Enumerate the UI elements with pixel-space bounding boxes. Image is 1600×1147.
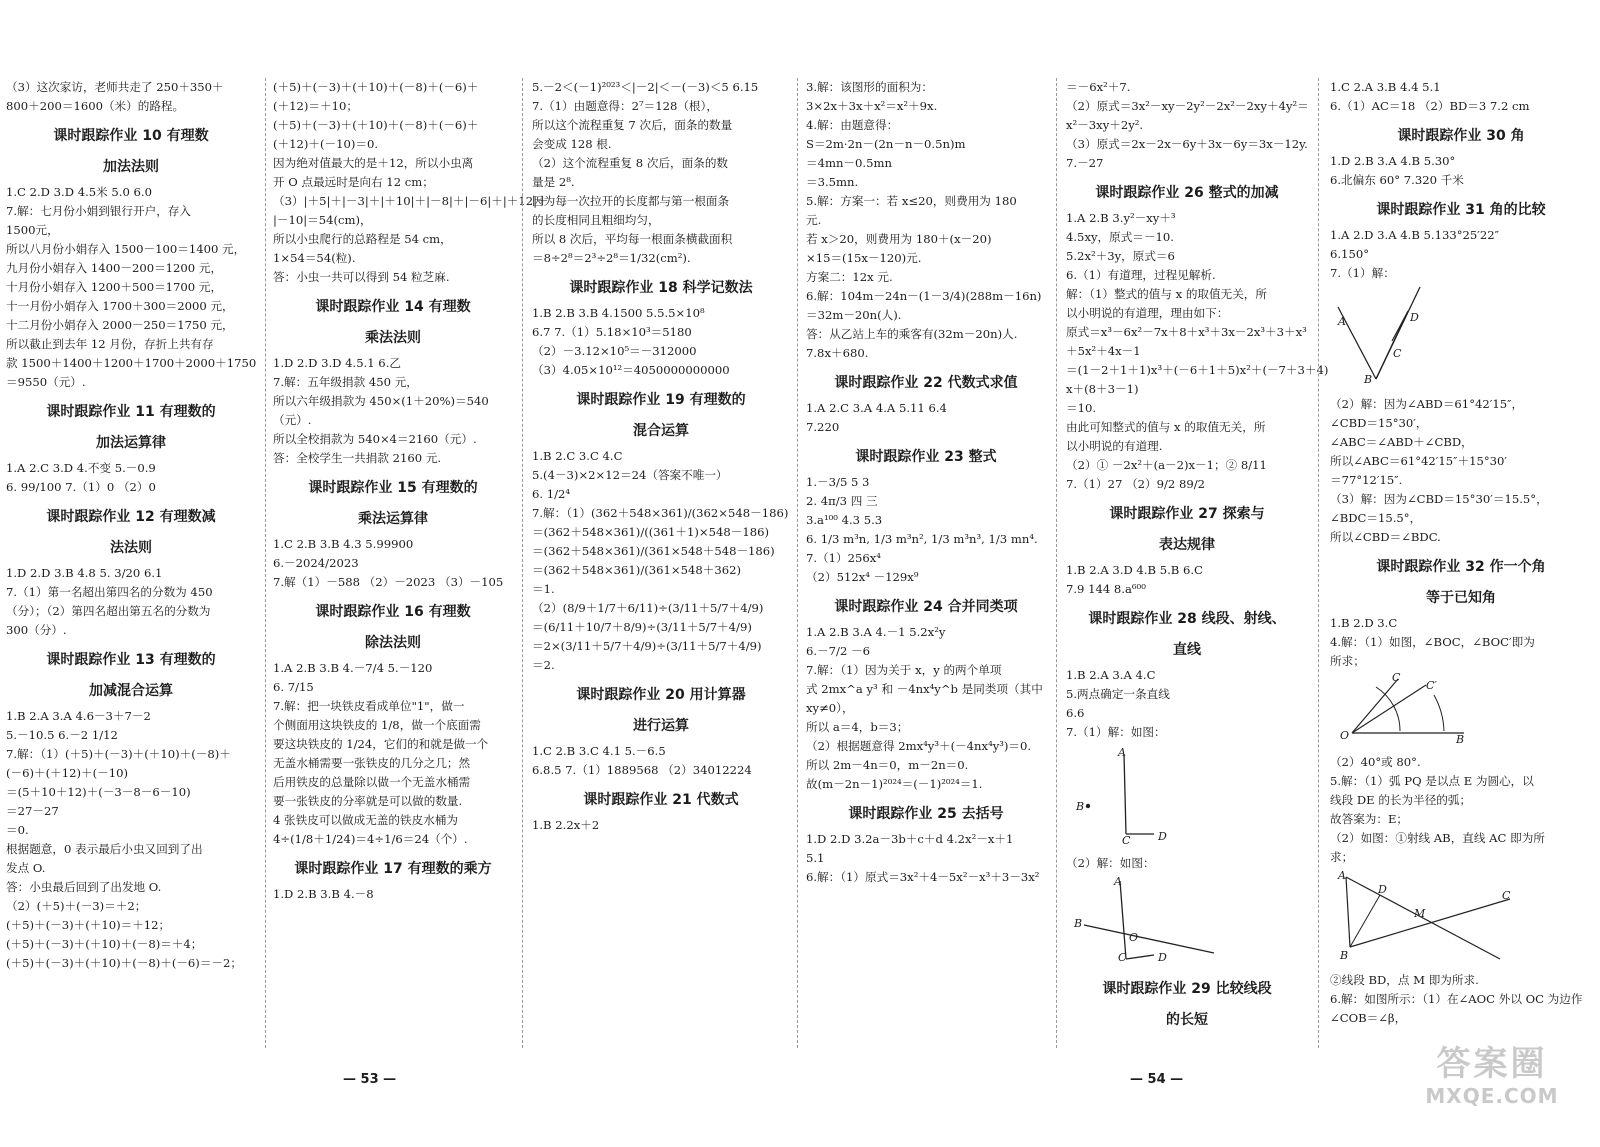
column-1 — [6, 78, 256, 1058]
answer-line: 6.7 7.（1）5.18×10³＝5180 — [532, 325, 692, 339]
answer-line: 6.解：104m－24n－(1－3/4)(288m－16n) — [806, 289, 1042, 303]
section-heading: 乘法运算律 — [358, 511, 428, 527]
answer-line: |－10|＝54(cm)， — [273, 213, 372, 227]
section-heading: 课时跟踪作业 10 有理数 — [53, 128, 209, 144]
answer-line: ＝3.5mn. — [806, 175, 859, 189]
answer-line: 1.A 2.B 3.B 4.－7/4 5.－120 — [273, 661, 433, 675]
answer-line: （2）① －2x²＋(a－2)x－1；② 8/11 — [1066, 458, 1267, 472]
section-heading: 等于已知角 — [1426, 590, 1496, 606]
answer-line: 7.解：七月份小娟到银行开户，存入 — [6, 204, 191, 218]
answer-line: （2）这个流程重复 8 次后，面条的数 — [532, 156, 729, 170]
answer-line: ＝－6x²＋7. — [1066, 80, 1131, 94]
answer-line: （2）根据题意得 2mx⁴y³＋(－4nx⁴y³)＝0. — [806, 739, 1032, 753]
answer-line: 6. 7/15 — [273, 680, 314, 694]
section-heading: 课时跟踪作业 29 比较线段 — [1102, 981, 1272, 997]
answer-line: 开 O 点最远时是向右 12 cm； — [273, 175, 434, 189]
answer-line: 7.（1）解： — [1330, 266, 1395, 280]
figure-label: A — [1118, 746, 1126, 759]
answer-line: 7.解：（1）因为关于 x，y 的两个单项 — [806, 663, 1002, 677]
answer-line: 6. 1/2⁴ — [532, 487, 571, 501]
answer-line: 4.解：（1）如图，∠BOC，∠BOC′即为 — [1330, 635, 1535, 649]
column-divider — [1056, 78, 1057, 1048]
figure-label: O — [1129, 931, 1139, 944]
answer-line: (＋12)＋(－10)＝0. — [273, 137, 379, 151]
answer-line: 7.9 144 8.a⁶⁰⁰ — [1066, 582, 1146, 596]
answer-line: （2）(＋5)＋(－3)＝＋2； — [6, 899, 147, 913]
section-heading: 课时跟踪作业 26 整式的加减 — [1095, 185, 1279, 201]
answer-line: 1.B 2.A 3.D 4.B 5.B 6.C — [1066, 563, 1203, 577]
section-heading: 直线 — [1173, 642, 1201, 658]
answer-line: 故答案为：E； — [1330, 812, 1409, 826]
answer-line: （2）40°或 80°. — [1330, 755, 1421, 769]
section-heading: 的长短 — [1166, 1012, 1208, 1028]
answer-line: 3.a¹⁰⁰ 4.3 5.3 — [806, 513, 883, 527]
answer-line: 1.A 2.C 3.D 4.不变 5.－0.9 — [6, 461, 156, 475]
answer-line: ＝(362＋548×361)/((361＋1)×548－186) — [532, 525, 769, 539]
answer-line: 1.B 2.C 3.C 4.C — [532, 449, 623, 463]
answer-line: 4.解：由题意得： — [806, 118, 899, 132]
answer-line: 的长度相同且粗细均匀， — [532, 213, 660, 227]
answer-line: ＝2. — [532, 658, 555, 672]
answer-line: 1.C 2.B 3.B 4.3 5.99900 — [273, 537, 414, 551]
answer-line: ×15＝(15x－120)元. — [806, 251, 922, 265]
figure-label: C — [1393, 347, 1402, 360]
answer-line: ＝(1－2＋1＋1)x³＋(－6＋1＋5)x²＋(－7＋3＋4) — [1066, 363, 1329, 377]
section-heading: 课时跟踪作业 28 线段、射线、 — [1088, 611, 1286, 627]
page-number-left: — 53 — — [343, 1072, 397, 1087]
answer-line: 个侧面用这块铁皮的 1/8，做一个底面需 — [273, 718, 481, 732]
geometry-figure — [1338, 869, 1592, 967]
section-heading: 加法法则 — [103, 159, 159, 175]
answer-line: 7.解：（1）(＋5)＋(－3)＋(＋10)＋(－8)＋ — [6, 747, 231, 761]
watermark-url: MXQE.COM — [1425, 1084, 1559, 1108]
section-heading: 混合运算 — [633, 423, 689, 439]
section-heading: 课时跟踪作业 30 角 — [1397, 128, 1525, 144]
answer-line: 7.220 — [806, 420, 840, 434]
answer-line: 300（分）. — [6, 623, 67, 637]
answer-line: 以小明说的有道理. — [1066, 439, 1163, 453]
answer-line: 6.8.5 7.（1）1889568 （2）34012224 — [532, 763, 752, 777]
answer-line: 元. — [806, 213, 822, 227]
watermark-title: 答案圈 — [1436, 1044, 1548, 1084]
figure-label: B — [1364, 373, 1373, 386]
answer-line: 6.解：如图所示：（1）在∠AOC 外以 OC 为边作 — [1330, 992, 1583, 1006]
answer-line: 3×2x＋3x＋x²＝x²＋9x. — [806, 99, 938, 113]
figure-label: B — [1076, 800, 1085, 813]
answer-line: 1.D 2.D 3.B 4.8 5. 3/20 6.1 — [6, 566, 163, 580]
answer-line: xy≠0）， — [806, 701, 854, 715]
figure-label: O — [1340, 729, 1350, 742]
answer-line: ∠ABC＝∠ABD＋∠CBD， — [1330, 435, 1473, 449]
answer-line: 6. 1/3 m³n, 1/3 m³n², 1/3 m³n³, 1/3 mn⁴. — [806, 532, 1038, 546]
answer-line: (＋12)＝＋10； — [273, 99, 358, 113]
answer-line: 4÷(1/8＋1/24)＝4÷1/6＝24（个）. — [273, 832, 468, 846]
section-heading: 课时跟踪作业 31 角的比较 — [1376, 202, 1546, 218]
answer-line: 十月份小娟存入 1200＋500＝1700 元， — [6, 280, 223, 294]
answer-line: 6.解：（1）原式＝3x²＋4－5x²－x³＋3－3x² — [806, 870, 1040, 884]
answer-line: （2）(8/9＋1/7＋6/11)÷(3/11＋5/7＋4/9) — [532, 601, 764, 615]
answer-line: 1.C 2.B 3.C 4.1 5.－6.5 — [532, 744, 666, 758]
answer-line: （3）这次家访，老师共走了 250＋350＋ — [6, 80, 224, 94]
answer-line: 7.解：把一块铁皮看成单位"1"，做一 — [273, 699, 465, 713]
figure-label: D — [1158, 951, 1167, 964]
figure-label: B — [1340, 949, 1349, 962]
answer-line: 5.1 — [806, 851, 825, 865]
answer-line: 5.两点确定一条直线 — [1066, 687, 1170, 701]
answer-line: 1.A 2.C 3.A 4.A 5.11 6.4 — [806, 401, 947, 415]
section-heading: 课时跟踪作业 23 整式 — [855, 449, 997, 465]
section-heading: 课时跟踪作业 17 有理数的乘方 — [294, 861, 492, 877]
figure-label: A — [1338, 869, 1346, 882]
answer-line: 1.－3/5 5 3 — [806, 475, 870, 489]
answer-line: 1.D 2.B 3.B 4.－8 — [273, 887, 374, 901]
answer-line: 6.（1）有道理，过程见解析. — [1066, 268, 1216, 282]
answer-line: 因为每一次拉开的长度都与第一根面条 — [532, 194, 730, 208]
answer-line: 所以八月份小娟存入 1500－100＝1400 元， — [6, 242, 246, 256]
answer-line: 1.A 2.B 3.A 4.－1 5.2x²y — [806, 625, 946, 639]
answer-line: 无盖水桶需要一张铁皮的几分之几；然 — [273, 756, 471, 770]
answer-line: 6.北偏东 60° 7.320 千米 — [1330, 173, 1464, 187]
section-heading: 乘法法则 — [365, 330, 421, 346]
answer-line: 6.6 — [1066, 706, 1085, 720]
answer-line: 要这块铁皮的 1/24，它们的和就是做一个 — [273, 737, 489, 751]
answer-line: （2）解：如图： — [1066, 856, 1155, 870]
answer-line: 1500元， — [6, 223, 59, 237]
figure-label: C — [1122, 834, 1131, 847]
answer-line: 线段 DE 的长为半径的弧； — [1330, 793, 1472, 807]
answer-line: x²－3xy＋2y². — [1066, 118, 1144, 132]
answer-line: (＋5)＋(－3)＋(＋10)＋(－8)＋(－6)＝－2； — [6, 956, 242, 970]
column-divider — [265, 78, 266, 1048]
answer-line: 所求； — [1330, 654, 1365, 668]
figure-label: M — [1414, 907, 1426, 920]
answer-line: （3）原式＝2x－2x－6y＋3x－6y＝3x－12y. — [1066, 137, 1308, 151]
answer-line: 7.（1）解：如图： — [1066, 725, 1166, 739]
geometry-figure — [1338, 285, 1592, 391]
answer-line: 十一月份小娟存入 1700＋300＝2000 元， — [6, 299, 234, 313]
answer-line: 7.解：五年级捐款 450 元， — [273, 375, 418, 389]
geometry-figure — [1074, 875, 1308, 969]
answer-line: 款 1500＋1400＋1200＋1700＋2000＋1750 — [6, 356, 257, 370]
answer-line: （2）－3.12×10⁵＝－312000 — [532, 344, 697, 358]
answer-line: 1.C 2.A 3.B 4.4 5.1 — [1330, 80, 1441, 94]
answer-line: 6.－2024/2023 — [273, 556, 359, 570]
answer-line: （分）；（2）第四名超出第五名的分数为 — [6, 604, 211, 618]
section-heading: 课时跟踪作业 13 有理数的 — [46, 652, 216, 668]
answer-line: 根据题意，0 表示最后小虫又回到了出 — [6, 842, 203, 856]
answer-line: 1.B 2.D 3.C — [1330, 616, 1398, 630]
answer-line: 答：小虫一共可以得到 54 粒芝麻. — [273, 270, 450, 284]
answer-line: ＝9550（元）. — [6, 375, 86, 389]
answer-line: 1.B 2.B 3.B 4.1500 5.5.5×10⁸ — [532, 306, 705, 320]
section-heading: 课时跟踪作业 27 探索与 — [1109, 506, 1265, 522]
figure-label: C — [1502, 889, 1511, 902]
answer-line: 4 张铁皮可以做成无盖的铁皮水桶为 — [273, 813, 458, 827]
answer-line: 1.B 2.2x＋2 — [532, 818, 600, 832]
answer-line: 所以∠CBD＝∠BDC. — [1330, 530, 1441, 544]
figure-label: A — [1338, 315, 1346, 328]
answer-line: 6.－7/2 －6 — [806, 644, 870, 658]
answer-line: （2）解：因为∠ABD＝61°42′15″， — [1330, 397, 1524, 411]
answer-line: ＝10. — [1066, 401, 1097, 415]
page-number-right: — 54 — — [1130, 1072, 1184, 1087]
column-6 — [1330, 78, 1592, 1058]
figure-label: B — [1074, 917, 1083, 930]
section-heading: 课时跟踪作业 22 代数式求值 — [834, 375, 1018, 391]
answer-line: 6.150° — [1330, 247, 1369, 261]
answer-line: (－6)＋(＋12)＋(－10) — [6, 766, 128, 780]
answer-line: 由此可知整式的值与 x 的取值无关，所 — [1066, 420, 1266, 434]
answer-line: 所以 2m－4n＝0，m－2n＝0. — [806, 758, 969, 772]
answer-line: 会变成 128 根. — [532, 137, 612, 151]
answer-line: 7.（1）第一名超出第四名的分数为 450 — [6, 585, 213, 599]
answer-line: ＝27－27 — [6, 804, 59, 818]
answer-line: ∠COB＝∠β， — [1330, 1011, 1407, 1025]
answer-line: （3）4.05×10¹²＝4050000000000 — [532, 363, 730, 377]
answer-line: 1.A 2.B 3.y²－xy＋³ — [1066, 211, 1176, 225]
section-heading: 课时跟踪作业 21 代数式 — [583, 792, 739, 808]
answer-line: ＝(6/11＋10/7＋8/9)÷(3/11＋5/7＋4/9) — [532, 620, 752, 634]
answer-line: 5.2x²＋3y，原式＝6 — [1066, 249, 1175, 263]
answer-line: 1.D 2.D 3.D 4.5.1 6.乙 — [273, 356, 401, 370]
geometry-figure — [1338, 673, 1592, 749]
answer-line: ＝(362＋548×361)/(361×548＋362) — [532, 563, 741, 577]
figure-label: C′ — [1426, 679, 1437, 692]
column-divider — [1318, 78, 1319, 1048]
answer-line: 答：小虫最后回到了出发地 O. — [6, 880, 162, 894]
answer-line: 所以小虫爬行的总路程是 54 cm， — [273, 232, 452, 246]
section-heading: 表达规律 — [1159, 537, 1215, 553]
answer-line: 1.B 2.A 3.A 4.6－3＋7－2 — [6, 709, 151, 723]
figure-label: A — [1114, 875, 1122, 888]
answer-line: 7.解（1）－588 （2）－2023 （3）－105 — [273, 575, 504, 589]
answer-line: 若 x＞20，则费用为 180＋(x－20) — [806, 232, 992, 246]
section-heading: 加减混合运算 — [89, 683, 173, 699]
column-3 — [532, 78, 790, 1058]
column-2 — [273, 78, 549, 1058]
section-heading: 课时跟踪作业 12 有理数减 — [46, 509, 216, 525]
answer-line: 要一张铁皮的分率就是可以做的数量. — [273, 794, 463, 808]
answer-line: 1.A 2.D 3.A 4.B 5.133°25′22″ — [1330, 228, 1500, 242]
answer-line: (＋5)＋(－3)＋(＋10)＋(－8)＝＋4； — [6, 937, 203, 951]
section-heading: 课时跟踪作业 24 合并同类项 — [834, 599, 1018, 615]
answer-line: 所以全校捐款为 540×4＝2160（元）. — [273, 432, 477, 446]
section-heading: 课时跟踪作业 32 作一个角 — [1376, 559, 1546, 575]
answer-line: 所以这个流程重复 7 次后，面条的数量 — [532, 118, 733, 132]
answer-line: ②线段 BD，点 M 即为所求. — [1330, 973, 1479, 987]
answer-line: ∠BDC＝15.5°， — [1330, 511, 1422, 525]
column-divider — [522, 78, 523, 1048]
answer-line: 方案二：12x 元. — [806, 270, 893, 284]
answer-line: 所以 a＝4，b＝3； — [806, 720, 909, 734]
answer-line: （2）原式＝3x²－xy－2y²－2x²－2xy＋4y²＝ — [1066, 99, 1309, 113]
column-divider — [797, 78, 798, 1048]
geometry-figure — [1074, 744, 1308, 850]
column-5 — [1066, 78, 1329, 1058]
figure-label: C — [1118, 951, 1127, 964]
section-heading: 课时跟踪作业 18 科学记数法 — [569, 280, 753, 296]
answer-line: ∠CBD＝15°30′， — [1330, 416, 1428, 430]
answer-line: 1.D 2.B 3.A 4.B 5.30° — [1330, 154, 1456, 168]
answer-line: 解：（1）整式的值与 x 的取值无关，所 — [1066, 287, 1267, 301]
answer-line: 5.(4－3)×2×12＝24（答案不唯一） — [532, 468, 728, 482]
figure-label: C — [1392, 671, 1401, 684]
section-heading: 进行运算 — [633, 718, 689, 734]
answer-line: ＝1. — [532, 582, 555, 596]
section-heading: 课时跟踪作业 25 去括号 — [848, 806, 1004, 822]
answer-line: 答：从乙站上车的乘客有(32m－20n)人. — [806, 327, 1018, 341]
answer-line: (＋5)＋(－3)＋(＋10)＋(－8)＋(－6)＋ — [273, 80, 479, 94]
answer-line: （2）如图：①射线 AB，直线 AC 即为所 — [1330, 831, 1545, 845]
section-heading: 课时跟踪作业 15 有理数的 — [308, 480, 478, 496]
answer-line: 所以∠ABC＝61°42′15″＋15°30′ — [1330, 454, 1508, 468]
column-4 — [806, 78, 1046, 1058]
section-heading: 加法运算律 — [96, 435, 166, 451]
answer-line: (＋5)＋(－3)＋(＋10)＋(－8)＋(－6)＋ — [273, 118, 479, 132]
answer-line: ＝32m－20n(人). — [806, 308, 902, 322]
answer-line: 后用铁皮的总量除以做一个无盖水桶需 — [273, 775, 471, 789]
figure-label: D — [1378, 883, 1387, 896]
answer-line: 发点 O. — [6, 861, 46, 875]
section-heading: 法法则 — [110, 540, 152, 556]
answer-line: 所以六年级捐款为 450×(1＋20%)＝540 — [273, 394, 489, 408]
answer-line: 6. 99/100 7.（1）0 （2）0 — [6, 480, 156, 494]
watermark-logo — [1392, 1044, 1592, 1120]
answer-line: 1.D 2.D 3.2a－3b＋c＋d 4.2x²－x＋1 — [806, 832, 1014, 846]
answer-line: 6.（1）AC＝18 （2）BD＝3 7.2 cm — [1330, 99, 1530, 113]
answer-line: 因为绝对值最大的是＋12，所以小虫离 — [273, 156, 474, 170]
figure-label: D — [1410, 311, 1419, 324]
answer-line: 求； — [1330, 850, 1354, 864]
section-heading: 课时跟踪作业 11 有理数的 — [46, 404, 216, 420]
answer-line: （元）. — [273, 413, 312, 427]
answer-line: ＝0. — [6, 823, 29, 837]
answer-line: 十二月份小娟存入 2000－250＝1750 元， — [6, 318, 234, 332]
answer-line: 所以截止到去年 12 月份，存折上共有存 — [6, 337, 214, 351]
answer-line: 7.解：（1）(362＋548×361)/(362×548－186) — [532, 506, 789, 520]
answer-line: 原式＝x³－6x²－7x＋8＋x³＋3x－2x³＋3＋x³ — [1066, 325, 1307, 339]
section-heading: 课时跟踪作业 20 用计算器 — [576, 687, 746, 703]
answer-line: 答：全校学生一共捐款 2160 元. — [273, 451, 442, 465]
answer-line: 故(m－2n－1)²⁰²⁴＝(－1)²⁰²⁴＝1. — [806, 777, 983, 791]
answer-line: 5.解：（1）弧 PQ 是以点 E 为圆心，以 — [1330, 774, 1534, 788]
answer-line: 5.－2＜(－1)²⁰²³＜|－2|＜－(－3)＜5 6.15 — [532, 80, 759, 94]
answer-line: （3）|＋5|＋|－3|＋|＋10|＋|－8|＋|－6|＋|＋12|＋ — [273, 194, 549, 208]
section-heading: 课时跟踪作业 19 有理数的 — [576, 392, 746, 408]
answer-line: x＋(8＋3－1) — [1066, 382, 1139, 396]
answer-line: 2. 4π/3 四 三 — [806, 494, 878, 508]
answer-line: 7.－27 — [1066, 156, 1104, 170]
answer-line: （2）512x⁴ －129x⁹ — [806, 570, 919, 584]
answer-line: ＝(362＋548×361)/(361×548＋548－186) — [532, 544, 775, 558]
answer-line: 量是 2⁸. — [532, 175, 575, 189]
answer-line: 1.B 2.A 3.A 4.C — [1066, 668, 1156, 682]
answer-line: 7.（1）27 （2）9/2 89/2 — [1066, 477, 1206, 491]
section-heading: 课时跟踪作业 14 有理数 — [315, 299, 471, 315]
answer-line: 1×54＝54(粒). — [273, 251, 356, 265]
answer-line: 800＋200＝1600（米）的路程。 — [6, 99, 185, 113]
answer-line: 式 2mx^a y³ 和 －4nx⁴y^b 是同类项（其中 — [806, 682, 1043, 696]
answer-line: 7.8x＋680. — [806, 346, 869, 360]
figure-label: D — [1158, 830, 1167, 843]
answer-line: 5.解：方案一：若 x≤20，则费用为 180 — [806, 194, 1017, 208]
answer-line: (＋5)＋(－3)＋(＋10)＝＋12； — [6, 918, 171, 932]
figure-label: B — [1456, 733, 1465, 746]
answer-line: 以小明说的有道理，理由如下： — [1066, 306, 1229, 320]
answer-line: 九月份小娟存入 1400－200＝1200 元， — [6, 261, 223, 275]
section-heading: 除法法则 — [365, 635, 421, 651]
answer-line: 3.解：该图形的面积为： — [806, 80, 933, 94]
answer-line: S＝2m·2n－(2n－n－0.5n)m — [806, 137, 966, 151]
answer-line: ＝77°12′15″. — [1330, 473, 1403, 487]
section-heading: 课时跟踪作业 16 有理数 — [315, 604, 471, 620]
answer-line: ＝4mn－0.5mn — [806, 156, 892, 170]
answer-line: ＝(5＋10＋12)＋(－3－8－6－10) — [6, 785, 191, 799]
answer-line: 5.－10.5 6.－2 1/12 — [6, 728, 118, 742]
answer-line: ＝2×(3/11＋5/7＋4/9)÷(3/11＋5/7＋4/9) — [532, 639, 762, 653]
answer-line: 7.（1）由题意得：2⁷＝128（根）， — [532, 99, 718, 113]
answer-line: 7.（1）256x⁴ — [806, 551, 881, 565]
answer-line: ＝8÷2⁸＝2³÷2⁸＝1/32(cm²). — [532, 251, 691, 265]
answer-line: 1.C 2.D 3.D 4.5米 5.0 6.0 — [6, 185, 152, 199]
answer-line: ＋5x²＋4x－1 — [1066, 344, 1141, 358]
answer-line: 4.5xy，原式＝－10. — [1066, 230, 1174, 244]
answer-line: （3）解：因为∠CBD＝15°30′＝15.5°， — [1330, 492, 1548, 506]
answer-line: 所以 8 次后，平均每一根面条横截面积 — [532, 232, 733, 246]
